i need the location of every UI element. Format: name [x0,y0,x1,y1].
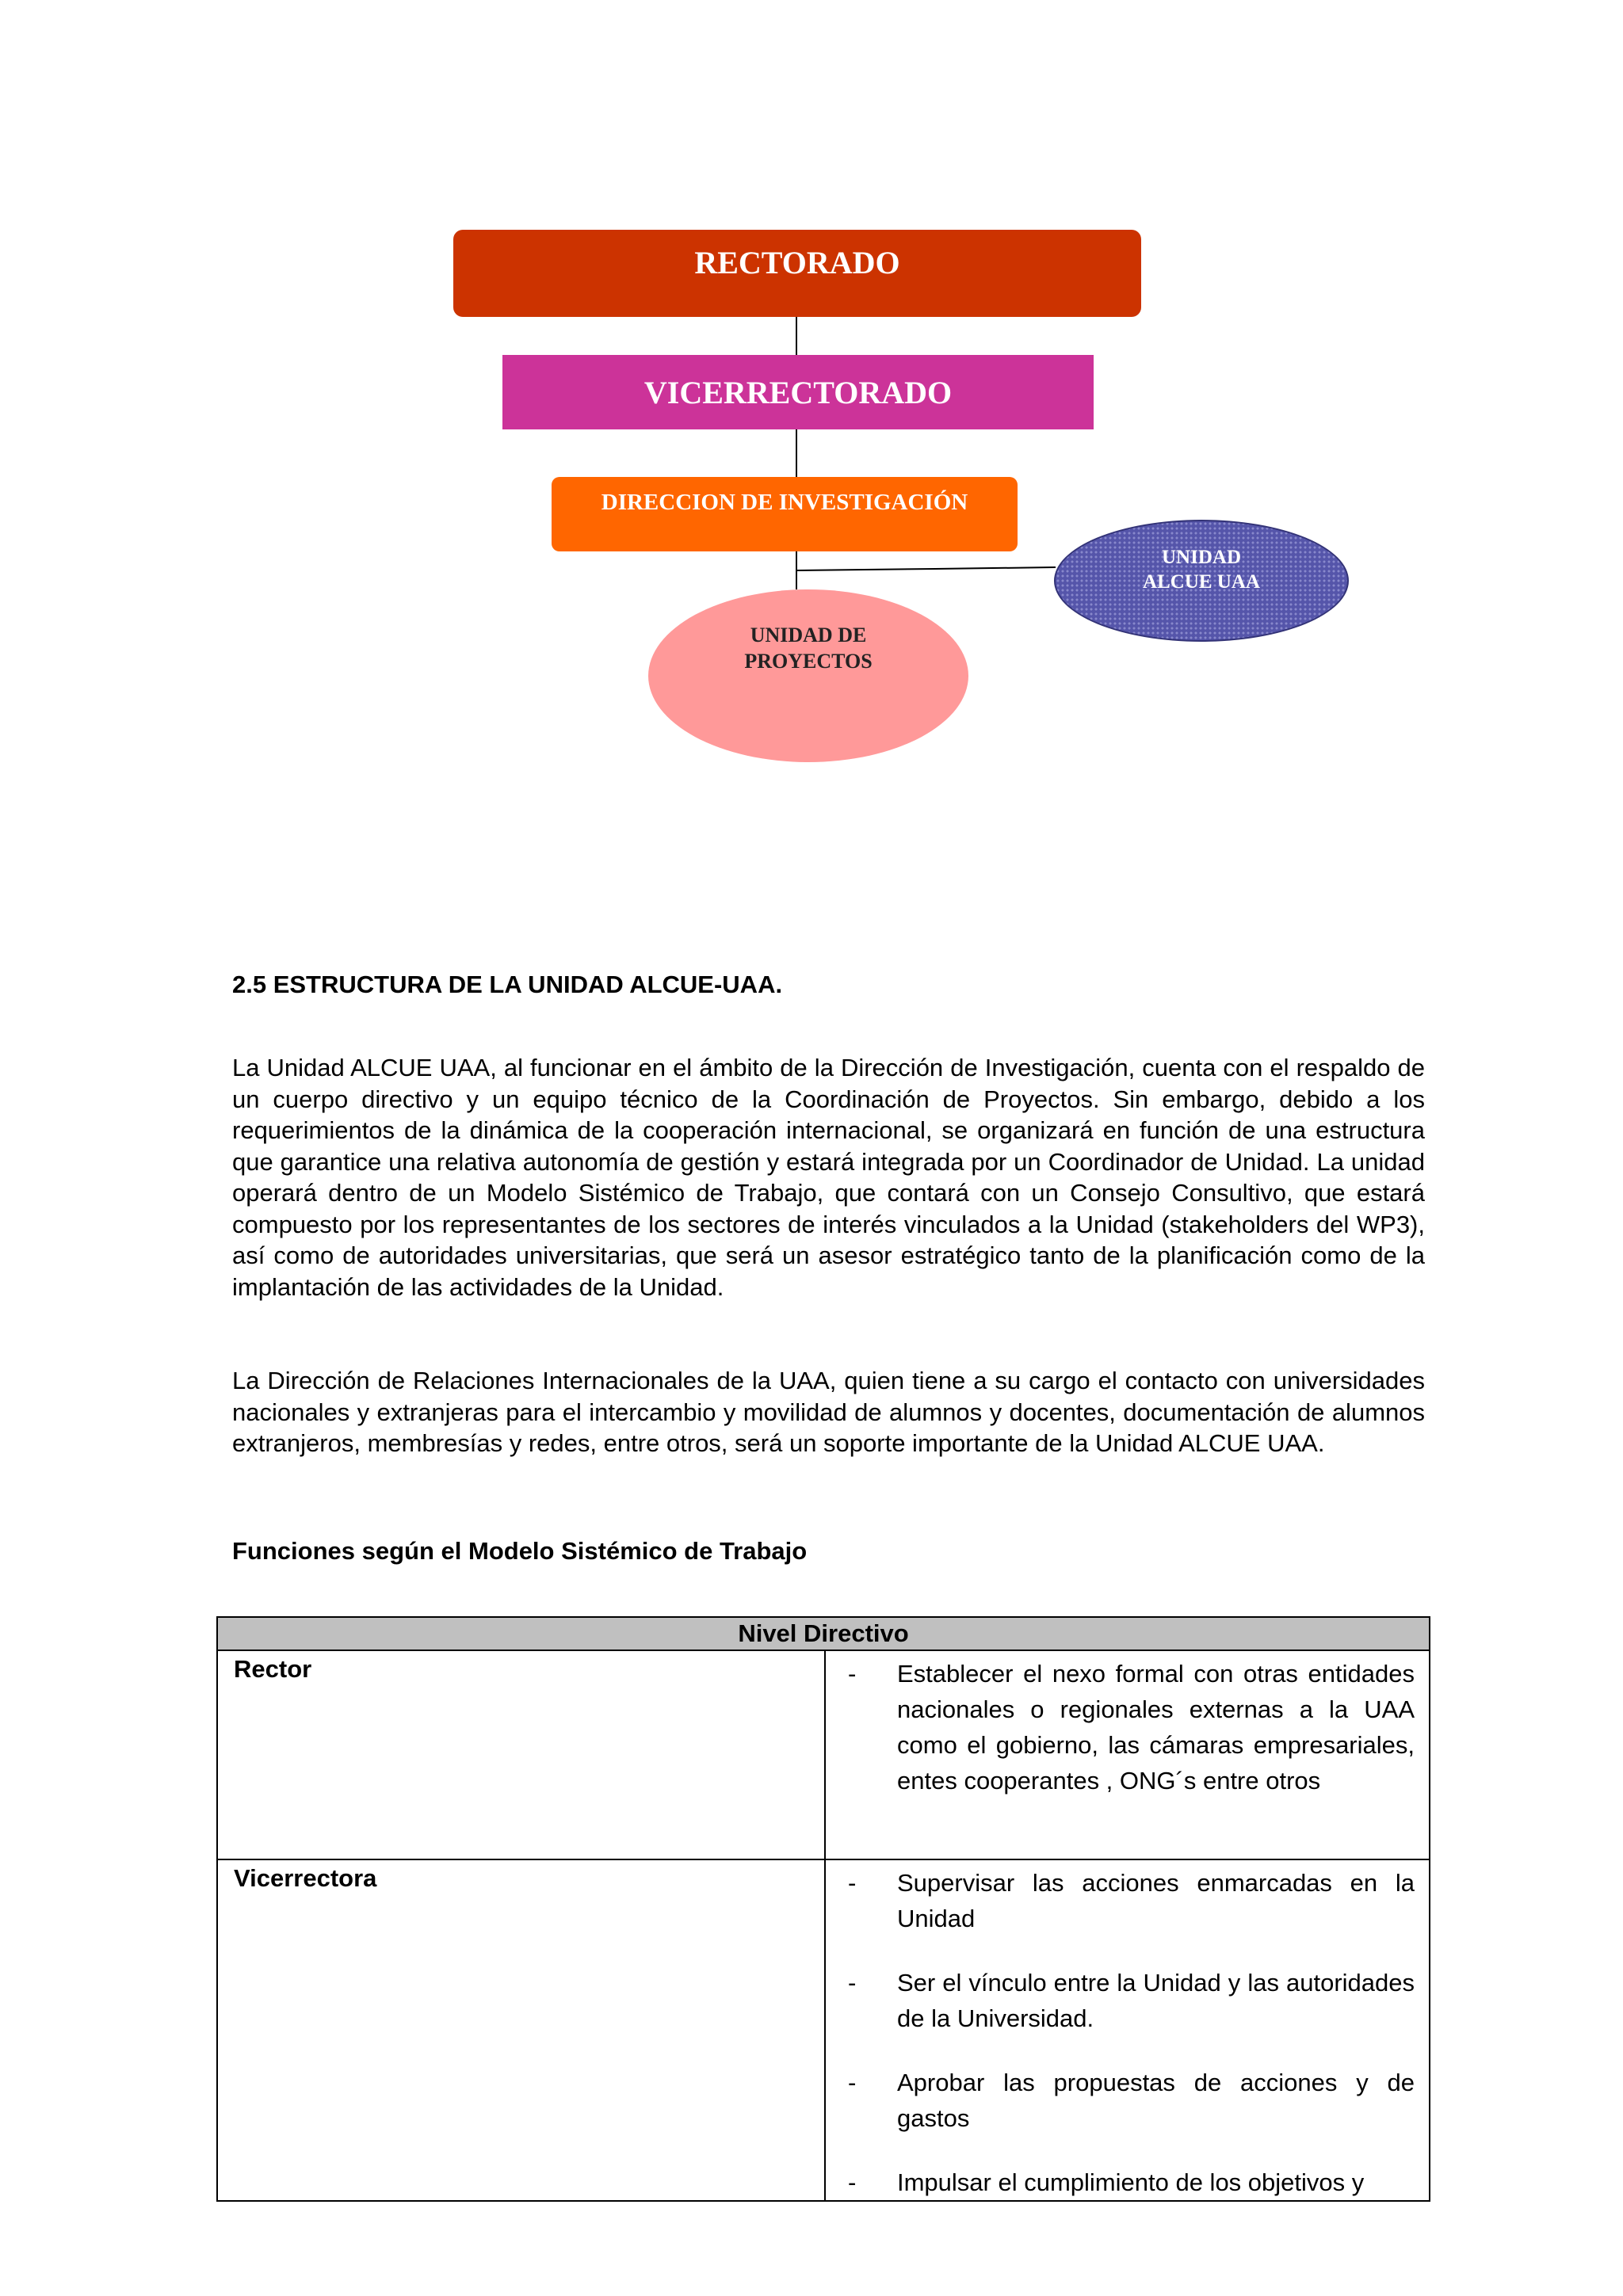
functions-list [826,1860,1429,2200]
role-cell [217,1650,825,1859]
role-cell [217,1859,825,2201]
functions-subtitle: Funciones según el Modelo Sistémico de Trabajo [232,1537,808,1565]
function-item [826,1656,1415,1798]
role-label: Rector [234,1655,312,1683]
function-text: Impulsar el cumplimiento de los objetivos y [897,2168,1365,2196]
function-item [826,2164,1415,2200]
role-label: Vicerrectora [234,1864,377,1892]
body-paragraph: La Unidad ALCUE UAA, al funcionar en el ámbito de la Dirección de Investigación, cuenta con el respaldo de un cuerpo directivo y un equipo técnico de la Coordinación de Proyectos. Sin embargo, debido a los requerimientos de la dinámica de la cooperación internacional, se organizará en función de una estructura que garantice una relativa autonomía de gestión y estará integrada por un Coordinador de Unidad. La unidad operará dentro de un Modelo Sistémico de Trabajo, que contará con un Consejo Consultivo, que estará compuesto por los representantes de los sectores de interés vinculados a la Unidad (stakeholders del WP3), así como de autoridades universitarias, que será un asesor estratégico tanto de la planificación como de la implantación de las actividades de la Unidad. [232,1054,1425,1301]
function-item [826,1865,1415,1936]
dash-marker: - [848,2168,857,2196]
functions-table [216,1616,1430,2202]
dash-marker: - [848,1969,857,1997]
dash-marker: - [848,1660,857,1688]
connector-dir-alcue [796,567,1056,570]
org-box-vicerrectorado [502,355,1094,429]
org-label-proyectos-line1: UNIDAD DE [750,624,867,646]
function-item [826,1965,1415,2036]
org-label-rectorado: RECTORADO [694,245,900,280]
table-row [217,1859,1430,2201]
dash-marker: - [848,1869,857,1897]
dash-marker: - [848,2069,857,2096]
function-text: Aprobar las propuestas de acciones y de gastos [897,2069,1415,2132]
org-ellipse-unidad-alcue [1054,520,1349,642]
org-box-direccion-investigacion [552,477,1018,551]
section-title: 2.5 ESTRUCTURA DE LA UNIDAD ALCUE-UAA. [232,971,783,998]
functions-cell [825,1859,1430,2201]
org-label-vicerrectorado: VICERRECTORADO [643,374,953,410]
function-text: Supervisar las acciones enmarcadas en la Unidad [897,1869,1415,1932]
org-label-direccion: DIRECCION DE INVESTIGACIÓN [601,490,968,515]
org-label-alcue-line2: ALCUE UAA [1143,571,1260,593]
table-header-row [217,1617,1430,1650]
org-label-proyectos-line2: PROYECTOS [744,649,873,673]
org-box-rectorado [453,230,1141,317]
function-text: Establecer el nexo formal con otras entidades nacionales o regionales externas a la UAA como el gobierno, las cámaras empresariales, entes cooperantes , ONG´s entre otros [897,1660,1415,1794]
functions-list [826,1651,1429,1798]
table-header-nivel-directivo: Nivel Directivo [217,1617,1430,1650]
function-text: Ser el vínculo entre la Unidad y las autoridades de la Universidad. [897,1969,1415,2032]
function-item [826,2065,1415,2136]
body-paragraph: La Dirección de Relaciones Internacionales de la UAA, quien tiene a su cargo el contacto con universidades nacionales y extranjeras para el intercambio y movilidad de alumnos y docentes, documentación de alumnos extranjeros, membresías y redes, entre otros, será un soporte importante de la Unidad ALCUE UAA. [232,1367,1425,1457]
functions-cell [825,1650,1430,1859]
table-row [217,1650,1430,1859]
org-label-alcue-line1: UNIDAD [1162,547,1241,568]
org-ellipse-unidad-proyectos [648,589,968,762]
